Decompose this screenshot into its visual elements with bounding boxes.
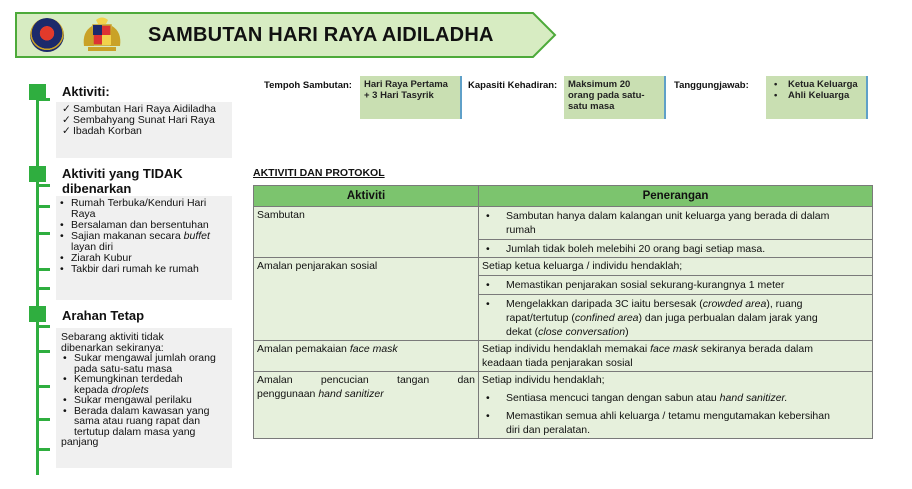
table-row xyxy=(254,258,873,341)
cell-word: pencucian xyxy=(320,374,369,386)
column-header: Aktiviti xyxy=(254,186,479,207)
list-item: • Berada dalam kawasan yang sama atau ruang rapat dan tertutup dalam masa yang xyxy=(63,404,210,438)
cell-text: keadaan tiada penjarakan sosial xyxy=(482,357,633,369)
tanggungjawab-value xyxy=(766,76,868,119)
tempoh-line: + 3 Hari Tasyrik xyxy=(364,90,434,101)
cell-text xyxy=(482,342,869,356)
bullet-text: ), ruang xyxy=(766,298,803,310)
arahan-intro: Sebarang aktiviti tidak xyxy=(61,331,164,343)
list-item: • Sukar mengawal perilaku xyxy=(63,394,192,406)
list-item: • Ahli Keluarga xyxy=(774,90,850,101)
cell-text: penggunaan xyxy=(257,388,319,400)
list-item-text: Ketua Keluarga xyxy=(788,79,858,90)
list-item-text: Sukar mengawal perilaku xyxy=(74,394,192,406)
table-cell: Sambutan xyxy=(254,207,479,258)
table-cell xyxy=(254,372,479,439)
list-item: ✓ Sambutan Hari Raya Aidiladha xyxy=(62,103,217,115)
malaysia-coat-of-arms-icon xyxy=(80,16,124,54)
list-item-text: Berada dalam kawasan yang xyxy=(74,404,210,417)
bullet-item: • Mengelakkan daripada 3C iaitu bersesak (crowded area), ruang rapat/tertutup (confined area) dan juga perbualan dalam jarak yang dekat (close conversation) xyxy=(486,298,818,338)
list-item-text: panjang xyxy=(61,436,99,448)
kapasiti-line: satu masa xyxy=(568,101,615,112)
list-item-text: kepada xyxy=(74,383,109,396)
arahan-list xyxy=(56,328,232,468)
cell-text: hand sanitizer xyxy=(318,388,384,400)
rail-tick xyxy=(36,287,50,290)
list-item-text: Takbir dari rumah ke rumah xyxy=(71,263,199,275)
bullet-text: close conversation xyxy=(538,326,626,338)
tempoh-line: Hari Raya Pertama xyxy=(364,79,448,90)
aktiviti-list xyxy=(56,102,232,158)
bullet-text: Sambutan hanya dalam kalangan unit keluarga yang berada di dalam xyxy=(506,210,830,222)
page-title: SAMBUTAN HARI RAYA AIDILADHA xyxy=(148,24,494,46)
list-item: ✓ Sembahyang Sunat Hari Raya xyxy=(62,114,215,126)
bullet-text: rapat/tertutup ( xyxy=(506,312,575,324)
row-separator xyxy=(479,275,872,292)
rail-tick xyxy=(36,232,50,235)
table-header-row xyxy=(254,186,873,207)
bullet-text: Mengelakkan daripada 3C iaitu bersesak ( xyxy=(506,298,703,310)
bullet-text: ) dan juga perbualan dalam jarak yang xyxy=(638,312,818,324)
table-cell xyxy=(479,341,873,372)
bullet-text: ) xyxy=(625,326,629,338)
tidak-heading xyxy=(62,166,183,196)
list-item-text: buffet xyxy=(183,230,210,242)
table-row xyxy=(254,207,873,258)
table-cell xyxy=(479,258,873,341)
cell-text-part: sekiranya berada dalam xyxy=(697,343,813,355)
table-cell xyxy=(479,372,873,439)
list-item: • Rumah Terbuka/Kenduri Hari Raya xyxy=(60,197,207,220)
rail-tick xyxy=(36,448,50,451)
bullet-item: • Sambutan hanya dalam kalangan unit keluarga yang berada di dalam rumah xyxy=(486,210,830,236)
rail-tick xyxy=(36,98,50,101)
bullet-item: • Memastikan semua ahli keluarga / tetamu mengutamakan kebersihan diri dan peralatan. xyxy=(486,410,830,436)
row-separator xyxy=(479,239,872,256)
rail-tick xyxy=(36,268,50,271)
cell-text: face mask xyxy=(349,343,398,355)
bullet-text: Jumlah tidak boleh melebihi 20 orang bagi setiap masa. xyxy=(506,243,766,255)
cell-word: tangan xyxy=(397,374,430,386)
rail-tick xyxy=(36,184,50,187)
rail-marker xyxy=(29,166,46,182)
list-item-text: Ziarah Kubur xyxy=(71,252,132,264)
list-item-text: Bersalaman dan bersentuhan xyxy=(71,219,209,231)
bullet-text: Sentiasa mencuci tangan dengan sabun atau xyxy=(506,392,720,404)
list-item: ✓ Ibadah Korban xyxy=(62,125,142,137)
list-item-text: Sukar mengawal jumlah orang xyxy=(74,352,216,364)
list-item: • Kemungkinan terdedah kepada droplets xyxy=(63,373,183,396)
rail-tick xyxy=(36,418,50,421)
list-item: • Takbir dari rumah ke rumah xyxy=(60,263,199,275)
bullet-item: • Memastikan penjarakan sosial sekurang-kurangnya 1 meter xyxy=(486,279,785,291)
list-item: • Sajian makanan secara buffet layan diri xyxy=(60,230,210,253)
cell-text: Setiap individu hendaklah; xyxy=(482,374,605,386)
tempoh-value xyxy=(360,76,462,119)
list-item-text: droplets xyxy=(111,383,149,396)
bullet-item: • Jumlah tidak boleh melebihi 20 orang bagi setiap masa. xyxy=(486,243,766,255)
list-item-text: Sajian makanan secara xyxy=(71,230,181,242)
tidak-heading-line: Aktiviti yang TIDAK xyxy=(62,166,183,181)
list-item-text: Kemungkinan terdedah xyxy=(74,373,183,385)
list-item: • Ziarah Kubur xyxy=(60,252,132,264)
bullet-item: • Sentiasa mencuci tangan dengan sabun atau hand sanitizer. xyxy=(486,392,788,404)
cell-word: dan xyxy=(457,374,475,386)
kapasiti-line: orang pada satu- xyxy=(568,90,645,101)
list-item: • Sukar mengawal jumlah orang pada satu-satu masa xyxy=(63,352,216,375)
kapasiti-line: Maksimum 20 xyxy=(568,79,631,90)
cell-text-part: face mask xyxy=(650,343,698,355)
column-header: Penerangan xyxy=(479,186,873,207)
table-cell xyxy=(254,341,479,372)
bullet-text: dekat ( xyxy=(506,326,539,338)
bullet-text: hand sanitizer. xyxy=(719,392,788,404)
protokol-title: AKTIVITI DAN PROTOKOL xyxy=(253,167,385,179)
kapasiti-value xyxy=(564,76,666,119)
list-item-text: sama atau ruang rapat dan xyxy=(74,415,201,427)
arahan-heading: Arahan Tetap xyxy=(62,308,145,323)
bullet-text: confined area xyxy=(574,312,639,324)
bullet-text: Memastikan semua ahli keluarga / tetamu mengutamakan kebersihan xyxy=(506,410,830,422)
tidak-list xyxy=(56,196,232,300)
rail-tick xyxy=(36,385,50,388)
rail-tick xyxy=(36,350,50,353)
bullet-text: Memastikan penjarakan sosial sekurang-kurangnya 1 meter xyxy=(506,279,785,291)
rail-tick xyxy=(36,205,50,208)
list-item-text: pada satu-satu masa xyxy=(74,362,173,375)
table-cell: Amalan penjarakan sosial xyxy=(254,258,479,341)
cell-text xyxy=(257,373,475,387)
aktiviti-heading: Aktiviti: xyxy=(62,84,110,99)
list-item-text: layan diri xyxy=(71,241,114,253)
cell-text-part: Setiap individu hendaklah memakai xyxy=(482,343,651,355)
table-row xyxy=(254,372,873,439)
cell-word: Amalan xyxy=(257,374,293,386)
arahan-intro: dibenarkan sekiranya: xyxy=(61,341,164,354)
cell-text: Amalan pemakaian xyxy=(257,343,350,355)
list-item-text: Rumah Terbuka/Kenduri Hari xyxy=(71,197,207,209)
protokol-table xyxy=(253,185,873,439)
cell-text: Setiap ketua keluarga / individu hendaklah; xyxy=(482,260,683,272)
list-item-text: tertutup dalam masa yang xyxy=(74,425,196,438)
kapasiti-label: Kapasiti Kehadiran: xyxy=(468,80,558,91)
list-item-text: Raya xyxy=(71,208,96,220)
tidak-heading-line: dibenarkan xyxy=(62,181,132,196)
bullet-text: rumah xyxy=(506,224,536,236)
list-item-text: Ahli Keluarga xyxy=(788,90,850,101)
list-item-text: Sambutan Hari Raya Aidiladha xyxy=(73,103,217,115)
table-row xyxy=(254,341,873,372)
bullet-text: diri dan peralatan. xyxy=(506,424,591,436)
rail-tick xyxy=(36,325,50,328)
row-separator xyxy=(479,294,872,339)
list-item: • Bersalaman dan bersentuhan xyxy=(60,219,209,231)
list-item-text: Ibadah Korban xyxy=(73,125,142,137)
bullet-text: crowded area xyxy=(702,298,767,310)
list-item: • Ketua Keluarga xyxy=(774,79,858,90)
list-item-text: Sembahyang Sunat Hari Raya xyxy=(73,114,215,126)
agency-logo-icon xyxy=(30,18,64,52)
rail-marker xyxy=(29,306,46,322)
table-cell xyxy=(479,207,873,258)
tanggungjawab-label: Tanggungjawab: xyxy=(674,80,749,91)
tempoh-label: Tempoh Sambutan: xyxy=(264,80,352,91)
